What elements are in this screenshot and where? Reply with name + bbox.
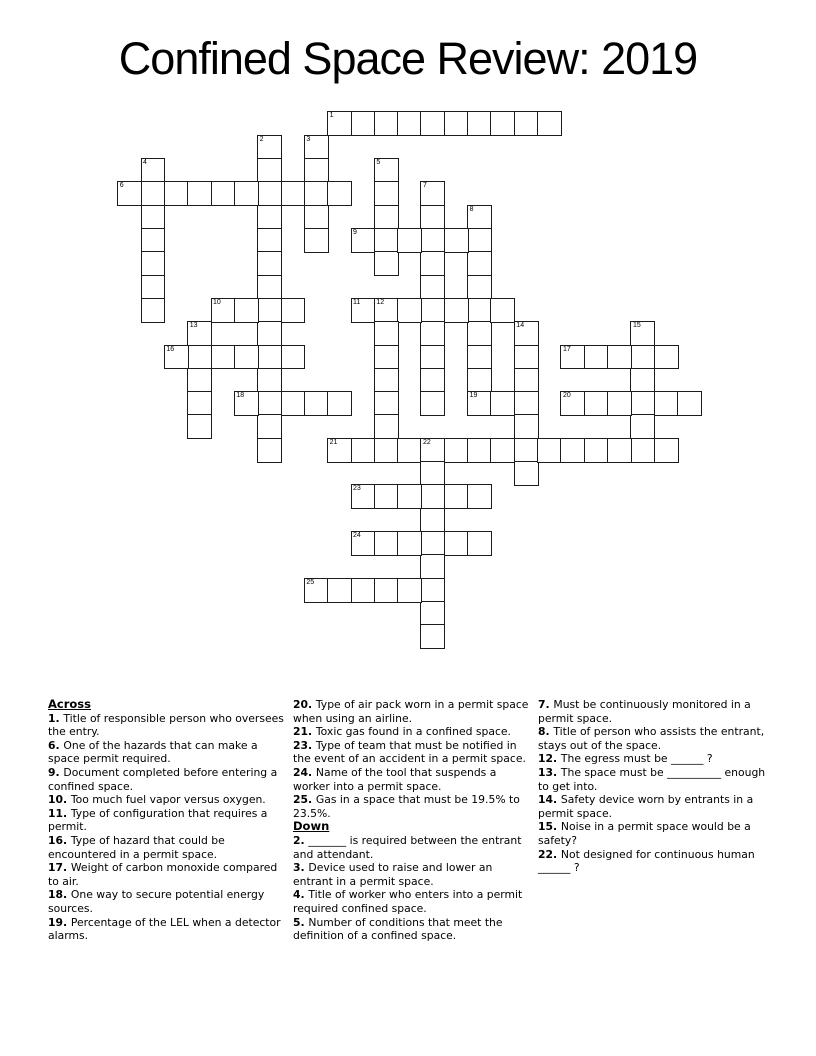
grid-cell [444, 531, 469, 556]
clue-7: 7. Must be continuously monitored in a permit space. [538, 698, 751, 725]
grid-cell [630, 321, 655, 346]
clue-8: 8. Title of person who assists the entrant, stays out of the space. [538, 725, 765, 752]
grid-cell [141, 251, 166, 276]
grid-cell [351, 111, 376, 136]
grid-cell [304, 158, 329, 183]
cell-number: 17 [562, 345, 571, 353]
grid-cell [467, 484, 492, 509]
grid-cell [514, 438, 539, 463]
clue-1: 1. Title of responsible person who oversees the entry. [48, 711, 284, 739]
clue-9: 9. Document completed before entering a confined space. [48, 765, 278, 793]
cell-number: 10 [213, 298, 221, 306]
grid-cell [257, 158, 282, 183]
cell-number: 14 [516, 322, 525, 330]
grid-cell [420, 111, 445, 136]
cell-number: 16 [166, 345, 175, 353]
cell-number: 23 [353, 485, 361, 493]
grid-cell [257, 228, 282, 253]
grid-cell [654, 438, 679, 463]
grid-cell [420, 298, 445, 323]
grid-cell [374, 531, 399, 556]
grid-cell [467, 438, 492, 463]
clue-17: 17. Weight of carbon monoxide compared to air. [48, 861, 278, 888]
grid-cell [304, 181, 329, 206]
grid-cell [467, 368, 492, 393]
clue-11: 11. Type of configuration that requires a permit. [48, 806, 268, 834]
grid-cell [234, 298, 259, 323]
grid-cell [467, 275, 492, 300]
grid-cell [420, 368, 445, 393]
clue-14: 14. Safety device worn by entrants in a permit space. [538, 793, 754, 820]
grid-cell [257, 345, 282, 370]
grid-cell [351, 484, 376, 509]
clue-15: 15. Noise in a permit space would be a safety? [538, 820, 751, 847]
grid-cell [490, 391, 515, 416]
grid-cell [420, 508, 445, 533]
grid-cell [514, 391, 539, 416]
grid-cell [514, 345, 539, 370]
grid-cell [187, 414, 212, 439]
grid-cell [420, 578, 445, 603]
clue-12: 12. The egress must be ______ ? [538, 752, 713, 766]
grid-cell [397, 484, 422, 509]
grid-cell [374, 158, 399, 183]
clue-5: 5. Number of conditions that meet the definition of a confined space. [293, 915, 503, 943]
grid-cell [304, 391, 329, 416]
grid-cell [257, 438, 282, 463]
grid-cell [607, 391, 632, 416]
grid-cell [351, 228, 376, 253]
grid-cell [397, 578, 422, 603]
grid-cell [607, 345, 632, 370]
grid-cell [327, 438, 352, 463]
grid-cell [444, 228, 469, 253]
cell-number: 15 [632, 322, 641, 330]
grid-cell [257, 321, 282, 346]
cell-number: 21 [329, 438, 338, 446]
grid-cell [420, 345, 445, 370]
clue-23: 23. Type of team that must be notified in the event of an accident in a permit space. [293, 738, 526, 766]
grid-cell [234, 181, 259, 206]
grid-cell [187, 368, 212, 393]
cell-number: 24 [353, 532, 361, 540]
cell-number: 13 [189, 322, 198, 330]
cell-number: 19 [469, 392, 478, 400]
grid-cell [444, 298, 469, 323]
grid-cell [117, 181, 142, 206]
cell-number: 22 [422, 438, 431, 446]
grid-cell [374, 345, 399, 370]
grid-cell [397, 438, 422, 463]
grid-cell [327, 111, 352, 136]
clue-18: 18. One way to secure potential energy sources. [48, 888, 265, 915]
grid-cell [630, 345, 655, 370]
grid-cell [420, 251, 445, 276]
grid-cell [374, 298, 399, 323]
grid-cell [141, 158, 166, 183]
clue-21: 21. Toxic gas found in a confined space. [293, 725, 511, 739]
grid-cell [467, 251, 492, 276]
grid-cell [397, 111, 422, 136]
grid-cell [420, 228, 445, 253]
cell-number: 12 [376, 298, 385, 306]
grid-cell [141, 205, 166, 230]
clue-22: 22. Not designed for continuous human ______ ? [538, 847, 755, 875]
grid-cell [420, 531, 445, 556]
grid-cell [514, 321, 539, 346]
grid-cell [211, 345, 236, 370]
grid-cell [467, 228, 492, 253]
grid-cell [630, 368, 655, 393]
clue-column [293, 698, 532, 943]
grid-cell [560, 391, 585, 416]
clue-25: 25. Gas in a space that must be 19.5% to 23.5%. [293, 793, 520, 820]
cell-number: 18 [236, 392, 245, 400]
grid-cell [374, 438, 399, 463]
grid-cell [630, 438, 655, 463]
grid-cell [420, 624, 445, 649]
cell-number: 9 [353, 228, 357, 236]
grid-cell [211, 181, 236, 206]
grid-cell [374, 228, 399, 253]
cell-number: 8 [469, 205, 474, 213]
clue-19: 19. Percentage of the LEL when a detector alarms. [48, 915, 281, 943]
grid-cell [257, 275, 282, 300]
grid-cell [327, 578, 352, 603]
grid-cell [304, 578, 329, 603]
grid-cell [281, 391, 306, 416]
grid-cell [164, 345, 189, 370]
cell-number: 20 [562, 392, 571, 400]
grid-cell [444, 111, 469, 136]
clue-column [48, 698, 287, 943]
clue-3: 3. Device used to raise and lower an entrant in a permit space. [293, 861, 493, 888]
grid-cell [537, 111, 562, 136]
grid-cell [420, 461, 445, 486]
grid-cell [164, 181, 189, 206]
grid-cell [211, 298, 236, 323]
grid-cell [281, 181, 306, 206]
grid-cell [420, 391, 445, 416]
grid-cell [514, 461, 539, 486]
grid-cell [467, 391, 492, 416]
grid-cell [584, 438, 609, 463]
grid-cell [677, 391, 702, 416]
grid-cell [141, 181, 166, 206]
grid-cell [234, 391, 259, 416]
grid-cell [397, 531, 422, 556]
grid-cell [420, 601, 445, 626]
grid-cell [560, 345, 585, 370]
grid-cell [187, 181, 212, 206]
grid-cell [630, 391, 655, 416]
clue-6: 6. One of the hazards that can make a space permit required. [48, 738, 258, 766]
grid-cell [420, 205, 445, 230]
grid-cell [490, 111, 515, 136]
grid-cell [304, 228, 329, 253]
grid-cell [141, 275, 166, 300]
grid-cell [607, 438, 632, 463]
cell-number: 4 [143, 158, 147, 166]
cell-number: 11 [353, 298, 361, 306]
grid-cell [141, 228, 166, 253]
cell-number: 1 [329, 112, 334, 120]
grid-cell [351, 298, 376, 323]
grid-cell [467, 321, 492, 346]
grid-cell [141, 298, 166, 323]
clue-10: 10. Too much fuel vapor versus oxygen. [48, 793, 266, 807]
clues-header-down: Down [293, 819, 330, 834]
grid-cell [514, 414, 539, 439]
grid-cell [374, 181, 399, 206]
grid-cell [257, 135, 282, 160]
grid-cell [187, 391, 212, 416]
cell-number: 6 [119, 182, 124, 190]
grid-cell [467, 531, 492, 556]
grid-cell [304, 135, 329, 160]
grid-cell [420, 554, 445, 579]
cell-number: 2 [259, 135, 264, 143]
grid-cell [374, 368, 399, 393]
grid-cell [374, 578, 399, 603]
cell-number: 3 [306, 135, 311, 143]
grid-cell [257, 368, 282, 393]
grid-cell [374, 111, 399, 136]
grid-cell [374, 391, 399, 416]
cell-number: 25 [306, 578, 315, 586]
grid-cell [234, 345, 259, 370]
grid-cell [397, 298, 422, 323]
grid-cell [281, 345, 306, 370]
grid-cell [420, 321, 445, 346]
grid-cell [374, 321, 399, 346]
grid-cell [467, 298, 492, 323]
grid-cell [560, 438, 585, 463]
grid-cell [467, 111, 492, 136]
grid-cell [257, 414, 282, 439]
grid-cell [584, 345, 609, 370]
cell-number: 5 [376, 158, 381, 166]
grid-cell [514, 368, 539, 393]
grid-cell [420, 484, 445, 509]
clue-column [538, 698, 777, 943]
grid-cell [654, 345, 679, 370]
grid-cell [537, 438, 562, 463]
grid-cell [374, 251, 399, 276]
page-title: Confined Space Review: 2019 [118, 33, 698, 84]
clue-24: 24. Name of the tool that suspends a worker into a permit space. [293, 765, 497, 793]
clue-4: 4. Title of worker who enters into a permit required confined space. [293, 888, 523, 915]
clue-13: 13. The space must be __________ enough to get into. [538, 765, 766, 793]
grid-cell [444, 484, 469, 509]
grid-cell [187, 345, 212, 370]
grid-cell [374, 205, 399, 230]
grid-cell [351, 438, 376, 463]
grid-cell [397, 228, 422, 253]
grid-cell [257, 251, 282, 276]
grid-cell [420, 438, 445, 463]
grid-cell [374, 484, 399, 509]
grid-cell [351, 531, 376, 556]
grid-cell [654, 391, 679, 416]
cell-number: 7 [422, 182, 427, 190]
grid-cell [257, 298, 282, 323]
grid-cell [584, 391, 609, 416]
clue-section [48, 698, 778, 943]
grid-cell [187, 321, 212, 346]
clue-2: 2. _______ is required between the entrant and attendant. [293, 833, 522, 861]
grid-cell [281, 298, 306, 323]
grid-cell [420, 181, 445, 206]
grid-cell [327, 181, 352, 206]
grid-cell [630, 414, 655, 439]
grid-cell [420, 275, 445, 300]
clues-header-across: Across [48, 697, 91, 711]
grid-cell [490, 438, 515, 463]
grid-cell [327, 391, 352, 416]
grid-cell [257, 181, 282, 206]
grid-cell [374, 414, 399, 439]
grid-cell [257, 391, 282, 416]
clue-20: 20. Type of air pack worn in a permit space when using an airline. [293, 698, 529, 725]
grid-cell [257, 205, 282, 230]
grid-cell [514, 111, 539, 136]
grid-cell [351, 578, 376, 603]
clue-16: 16. Type of hazard that could be encountered in a permit space. [48, 833, 225, 861]
grid-cell [444, 438, 469, 463]
grid-cell [467, 205, 492, 230]
grid-cell [467, 345, 492, 370]
grid-cell [490, 298, 515, 323]
grid-cell [304, 205, 329, 230]
